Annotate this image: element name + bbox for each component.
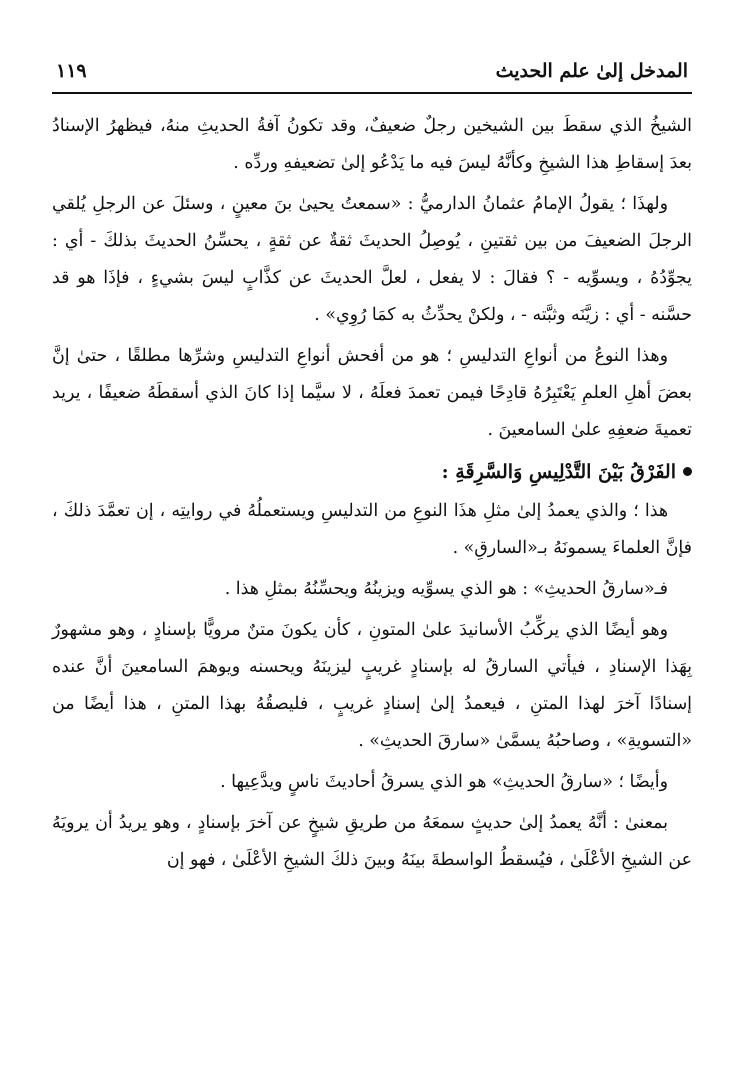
section-heading-text: الفَرْقُ بَيْنَ التَّدْلِيسِ وَالسَّرِقَةِ : (441, 461, 676, 483)
paragraph-1: الشيخُ الذي سقطَ بين الشيخين رجلٌ ضعيفٌ، وقد تكونُ آفةُ الحديثِ منهُ، فيظهرُ الإسنادُ بعدَ إسقاطِ هذا الشيخِ وكأنَّهُ ليسَ فيه ما يَدْعُو إلىٰ تضعيفهِ وردِّه . (52, 116, 692, 173)
book-page (52, 54, 692, 1054)
paragraph-8: بمعنىٰ : أنَّهُ يعمدُ إلىٰ حديثٍ سمعَهُ من طريقِ شيخٍ عن آخرَ بإسنادٍ ، وهو يريدُ أن يرويَهُ عن الشيخِ الأعْلَىٰ ، فيُسقطُ الواسطةَ بينَهُ وبينَ ذلكَ الشيخِ الأعْلَىٰ ، فهو إن (52, 813, 692, 870)
paragraph-4: هذا ؛ والذي يعمدُ إلىٰ مثلِ هذَا النوعِ من التدليسِ ويستعملُهُ في روايتِه ، إن تعمَّدَ ذلكَ ، فإنَّ العلماءَ يسمونَهُ بـ«السارقِ» . (52, 501, 692, 558)
page-number: ١١٩ (56, 60, 87, 82)
bullet-icon (683, 467, 692, 476)
running-title: المدخل إلىٰ علم الحديث (495, 60, 688, 82)
page-header (52, 54, 692, 94)
section-heading (52, 453, 692, 491)
paragraph-6: وهو أيضًا الذي يركِّبُ الأسانيدَ علىٰ المتونِ ، كأن يكونَ متنٌ مرويًّا بإسنادٍ ، وهو مشهورٌ بِهَذا الإسنادِ ، فيأتي السارقُ له بإسنادٍ غريبٍ ليزينَهُ ويحسنه ويوهمَ السامعينَ أنَّ عنده إسنادًا آخرَ لهذا المتنِ ، فيعمدُ إلىٰ إسنادٍ غريبٍ ، فليصقُهُ بهذا المتنِ ، هذا أيضًا من «التسويةِ» ، وصاحبُهُ يسمَّىٰ «سارقَ الحديثِ» . (52, 620, 692, 751)
paragraph-2: ولهذَا ؛ يقولُ الإمامُ عثمانُ الدارميُّ : «سمعتُ يحيىٰ بنَ معينٍ ، وسئلَ عن الرجلِ يُلقي الرجلَ الضعيفَ من بين ثقتينِ ، يُوصِلُ الحديثَ ثقةٌ عن ثقةٍ ، يحسِّنُ الحديثَ بذلكَ - أي : يجوِّدُهُ ، ويسوِّيه - ؟ فقالَ : لا يفعل ، لعلَّ الحديثَ عن كذَّابٍ ليسَ بشيءٍ ، فإذَا هو قد حسَّنه - أي : زيَّنَه وثبَّته - ، ولكنْ يحدِّثُ به كمَا رُوِي» . (52, 194, 692, 325)
paragraph-5: فـ«سارقُ الحديثِ» : هو الذي يسوِّيه ويزينُهُ ويحسِّنُهُ بمثلِ هذا . (224, 579, 668, 599)
paragraph-7: وأيضًا ؛ «سارقُ الحديثِ» هو الذي يسرقُ أحاديثَ ناسٍ ويدَّعِيها . (220, 772, 668, 792)
page-body (52, 94, 692, 879)
paragraph-3: وهذا النوعُ من أنواعِ التدليسِ ؛ هو من أفحش أنواعِ التدليسِ وشرِّها مطلقًا ، حتىٰ إنَّ بعضَ أهلِ العلمِ يَعْتَبِرُهُ قادِحًا فيمن تعمدَ فعلَهُ ، لا سيَّما إذا كانَ الذي أسقطَهُ ضعيفًا ، يريد تعميةَ ضعفِهِ علىٰ السامعينَ . (52, 346, 692, 440)
